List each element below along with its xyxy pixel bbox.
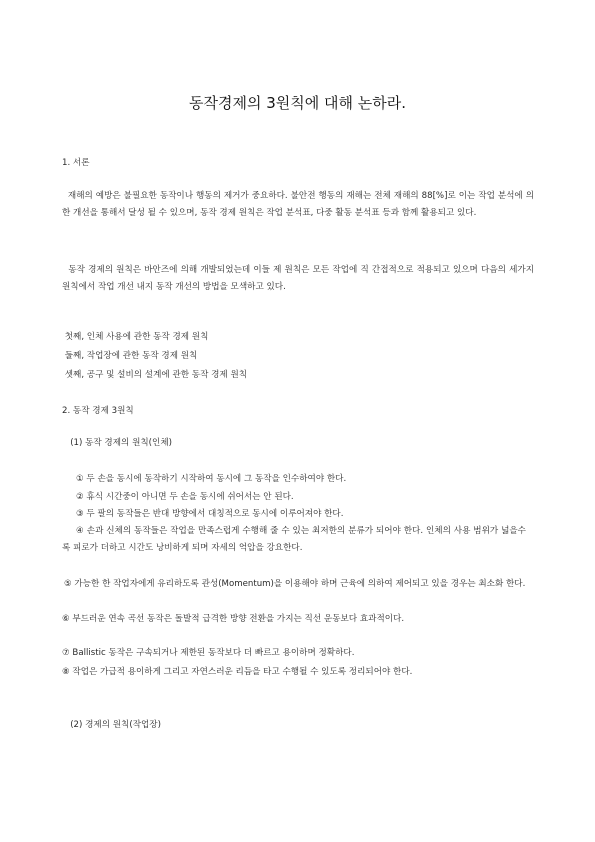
rule-item: ⑧ 작업은 가급적 용이하게 그리고 자연스러운 리듬을 타고 수행될 수 있도록 정리되어야 한다. [62, 667, 413, 677]
intro-paragraph-2: 동작 경제의 원칙은 바안즈에 의해 개발되었는데 이들 제 원칙은 모든 작업에 직 간접적으로 적용되고 있으며 다음의 세가지 원칙에서 작업 개선 내지 동작 개선의 방법을 모색하고 있다. [62, 265, 537, 292]
rule-item: ① 두 손을 동시에 동작하기 시작하여 동시에 그 동작을 인수하여야 한다. [76, 474, 347, 484]
subsection-heading-2: (2) 경제의 원칙(작업장) [62, 720, 161, 730]
section-heading-body: 2. 동작 경제 3원칙 [62, 406, 134, 416]
rule-item: ④ 손과 신체의 동작들은 작업을 만족스럽게 수행해 줄 수 있는 최저한의 분류가 되어야 한다. 인체의 사용 범위가 넓을수록 피로가 더하고 시간도 낭비하게 되며 자세의 억압을 강요한다. [62, 526, 526, 553]
page-title: 동작경제의 3원칙에 대해 논하라. [189, 94, 406, 112]
rule-item: ② 휴식 시간중이 아니면 두 손을 동시에 쉬어서는 안 된다. [76, 492, 294, 502]
principle-item: 둘째, 작업장에 관한 동작 경제 원칙 [62, 351, 198, 361]
principle-item: 셋째, 공구 및 설비의 설계에 관한 동작 경제 원칙 [62, 370, 248, 380]
section-heading-intro: 1. 서론 [62, 158, 90, 168]
intro-paragraph-1: 재해의 예방은 불필요한 동작이나 행동의 제거가 중요하다. 불안전 행동의 재해는 전체 재해의 88[%]로 이는 작업 분석에 의한 개선을 통해서 달성 될 수 있으며, 동작 경제 원칙은 작업 분석표, 다중 활동 분석표 등과 함께 활용되고 있다. [62, 191, 534, 218]
principle-item: 첫째, 인체 사용에 관한 동작 경제 원칙 [62, 332, 209, 342]
rule-item: ⑤ 가능한 한 작업자에게 유리하도록 관성(Momentum)을 이용해야 하며 근육에 의하여 제어되고 있을 경우는 최소화 한다. [64, 579, 526, 589]
rule-item: ⑥ 부드러운 연속 곡선 동작은 돌발적 급격한 방향 전환을 가지는 직선 운동보다 효과적이다. [62, 614, 405, 624]
subsection-heading-1: (1) 동작 경제의 원칙(인체) [62, 438, 172, 448]
rule-item: ③ 두 팔의 동작들은 반대 방향에서 대칭적으로 동시에 이루어져야 한다. [76, 509, 344, 519]
rule-item: ⑦ Ballistic 동작은 구속되거나 제한된 동작보다 더 빠르고 용이하며 정확하다. [62, 648, 355, 658]
